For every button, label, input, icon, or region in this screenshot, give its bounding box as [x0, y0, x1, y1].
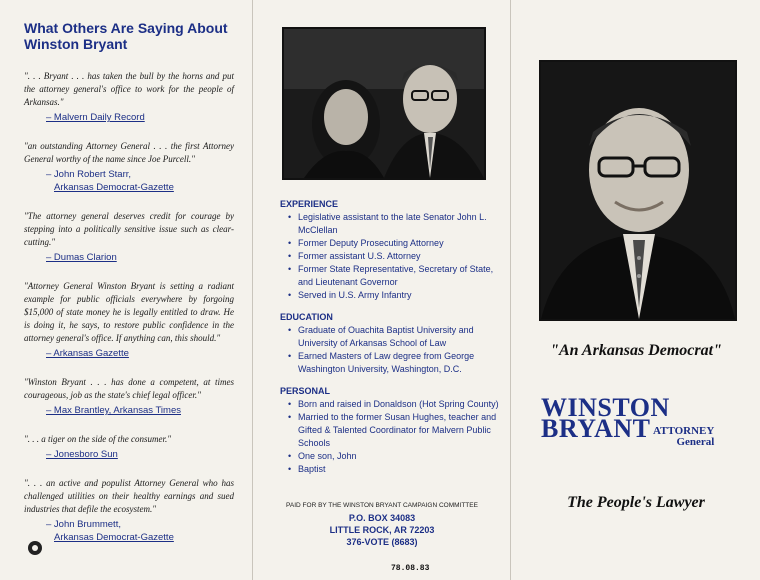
list-item: • Baptist: [290, 463, 502, 476]
quote-source-publication: Arkansas Democrat-Gazette: [54, 182, 174, 193]
resume-section: [280, 199, 502, 486]
city-address: LITTLE ROCK, AR 72203: [329, 525, 435, 535]
quote-source: [46, 251, 234, 264]
quote-block: [24, 280, 234, 360]
quote-text: "Attorney General Winston Bryant is setting a radiant example for public officials everywhere by forgoing $15,000 of state money he is legally entitled to draw. He is doing it, he says, to restore public confidence in the attorney general's office. If anything can, this should.": [24, 281, 234, 343]
quote-source: [46, 111, 234, 124]
quote-source-name: – Jonesboro Sun: [46, 449, 118, 460]
experience-list: [280, 211, 502, 302]
quote-block: [24, 210, 234, 264]
quote-text: ". . . an active and populist Attorney General who has challenged utilities on their healthy earnings and sued industries that defile the ecosystem.": [24, 478, 234, 514]
candidate-portrait: [539, 60, 737, 321]
quote-text: ". . . Bryant . . . has taken the bull by the horns and put the attorney general's office to work for the people of Arkansas.": [24, 71, 234, 107]
quote-source-name: – Max Brantley, Arkansas Times: [46, 405, 181, 416]
quote-text: ". . . a tiger on the side of the consumer.": [24, 434, 172, 444]
left-panel: [0, 0, 252, 580]
list-item: • One son, John: [290, 450, 502, 463]
list-item: • Graduate of Ouachita Baptist University and University of Arkansas School of Law: [290, 324, 502, 350]
quotes-heading: What Others Are Saying About Winston Bryant: [24, 20, 228, 52]
phone-number: 376-VOTE (8683): [346, 537, 418, 547]
candidate-last-name: BRYANT: [541, 414, 651, 443]
education-heading: EDUCATION: [280, 312, 333, 322]
quote-source: [46, 448, 234, 461]
quote-source-name: – Arkansas Gazette: [46, 348, 129, 359]
office-title: [653, 426, 714, 448]
quote-text: "an outstanding Attorney General . . . the first Attorney General worthy of the name since Joe Purcell.": [24, 141, 234, 164]
quote-block: [24, 433, 234, 461]
quote-source-name: – Malvern Daily Record: [46, 112, 145, 123]
quote-block: [24, 477, 234, 544]
couple-photo: [282, 27, 486, 180]
date-stamp: 78.08.83: [391, 564, 430, 573]
middle-panel: [252, 0, 510, 580]
office-line-2: General: [676, 436, 715, 448]
right-panel: [510, 0, 760, 580]
list-item: • Married to the former Susan Hughes, teacher and Gifted & Talented Coordinator for Malvern Public Schools: [290, 411, 502, 450]
paid-for-notice: PAID FOR BY THE WINSTON BRYANT CAMPAIGN COMMITTEE: [286, 502, 478, 509]
quote-source-name: – John Robert Starr,: [46, 169, 132, 180]
personal-heading: PERSONAL: [280, 386, 331, 396]
quote-block: [24, 140, 234, 194]
quote-list: [24, 70, 234, 544]
quote-source: [46, 168, 234, 194]
list-item: • Former Deputy Prosecuting Attorney: [290, 237, 502, 250]
quote-source-publication: Arkansas Democrat-Gazette: [54, 532, 174, 543]
list-item: • Served in U.S. Army Infantry: [290, 289, 502, 302]
candidate-first-name: WINSTON: [541, 393, 670, 422]
list-item: • Earned Masters of Law degree from George Washington University, Washington, D.C.: [290, 350, 502, 376]
list-item: • Born and raised in Donaldson (Hot Spring County): [290, 398, 502, 411]
personal-list: [280, 398, 502, 476]
quote-source: [46, 404, 234, 417]
slogan: The People's Lawyer: [567, 494, 705, 511]
list-item: • Former State Representative, Secretary of State, and Lieutenant Governor: [290, 263, 502, 289]
quote-block: [24, 376, 234, 417]
list-item: • Legislative assistant to the late Senator John L. McClellan: [290, 211, 502, 237]
education-list: [280, 324, 502, 376]
quote-text: "Winston Bryant . . . has done a competent, at times courageous, job as the state's chief legal officer.": [24, 377, 234, 400]
quote-text: "The attorney general deserves credit for courage by stepping into a politically sensitive issue such as clear-cutting.": [24, 211, 234, 247]
experience-heading: EXPERIENCE: [280, 199, 339, 209]
tagline: "An Arkansas Democrat": [550, 342, 722, 359]
list-item: • Former assistant U.S. Attorney: [290, 250, 502, 263]
po-box: P.O. BOX 34083: [348, 513, 416, 523]
quote-block: [24, 70, 234, 124]
quote-source: [46, 518, 234, 544]
quote-source-name: – John Brummett,: [46, 519, 121, 530]
quote-source-name: – Dumas Clarion: [46, 252, 117, 263]
quote-source: [46, 347, 234, 360]
union-bug-logo: [28, 541, 42, 555]
office-line-1: ATTORNEY: [653, 425, 715, 437]
